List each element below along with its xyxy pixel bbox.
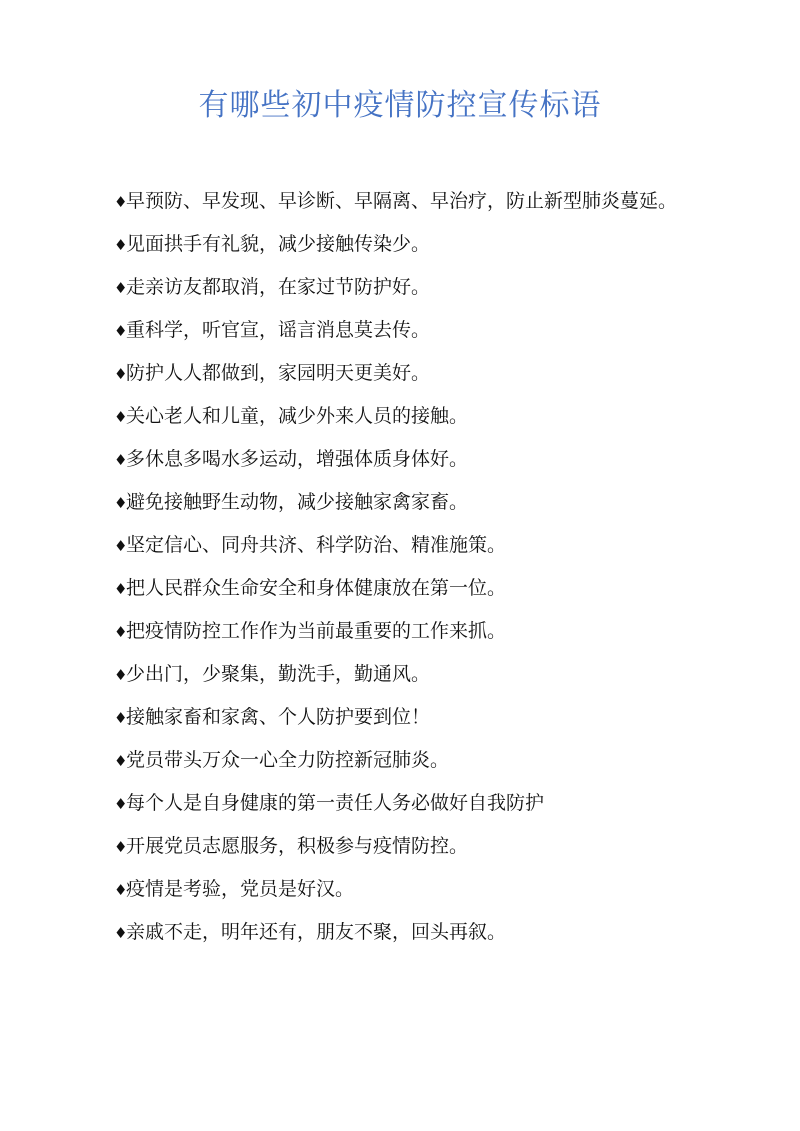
slogan-text: 避免接触野生动物，减少接触家禽家畜。 <box>126 491 469 513</box>
diamond-bullet-icon: ♦ <box>114 881 128 899</box>
list-item <box>114 567 704 610</box>
list-item <box>114 524 704 567</box>
list-item <box>114 653 704 696</box>
slogan-text: 接触家畜和家禽、个人防护要到位！ <box>126 706 431 728</box>
diamond-bullet-icon: ♦ <box>114 494 128 512</box>
list-item <box>114 438 704 481</box>
slogan-text: 疫情是考验，党员是好汉。 <box>126 878 355 900</box>
diamond-bullet-icon: ♦ <box>114 580 128 598</box>
diamond-bullet-icon: ♦ <box>114 623 128 641</box>
slogan-text: 亲戚不走，明年还有，朋友不聚，回头再叙。 <box>126 921 507 943</box>
list-item <box>114 309 704 352</box>
list-item <box>114 395 704 438</box>
diamond-bullet-icon: ♦ <box>114 752 128 770</box>
diamond-bullet-icon: ♦ <box>114 924 128 942</box>
slogan-text: 少出门，少聚集，勤洗手，勤通风。 <box>126 663 431 685</box>
slogan-text: 党员带头万众一心全力防控新冠肺炎。 <box>126 749 450 771</box>
list-item <box>114 696 704 739</box>
list-item <box>114 911 704 954</box>
diamond-bullet-icon: ♦ <box>114 279 128 297</box>
diamond-bullet-icon: ♦ <box>114 838 128 856</box>
list-item <box>114 868 704 911</box>
slogan-text: 多休息多喝水多运动，增强体质身体好。 <box>126 448 469 470</box>
slogan-text: 坚定信心、同舟共济、科学防治、精准施策。 <box>126 534 507 556</box>
list-item <box>114 481 704 524</box>
list-item <box>114 825 704 868</box>
list-item <box>114 352 704 395</box>
diamond-bullet-icon: ♦ <box>114 193 128 211</box>
slogan-text: 把人民群众生命安全和身体健康放在第一位。 <box>126 577 507 599</box>
diamond-bullet-icon: ♦ <box>114 795 128 813</box>
diamond-bullet-icon: ♦ <box>114 236 128 254</box>
slogan-text: 关心老人和儿童，减少外来人员的接触。 <box>126 405 469 427</box>
slogan-text: 开展党员志愿服务，积极参与疫情防控。 <box>126 835 469 857</box>
slogan-text: 走亲访友都取消，在家过节防护好。 <box>126 276 431 298</box>
list-item <box>114 180 704 223</box>
diamond-bullet-icon: ♦ <box>114 408 128 426</box>
slogan-list <box>114 180 704 954</box>
diamond-bullet-icon: ♦ <box>114 451 128 469</box>
slogan-text: 早预防、早发现、早诊断、早隔离、早治疗，防止新型肺炎蔓延。 <box>126 190 678 212</box>
slogan-text: 每个人是自身健康的第一责任人务必做好自我防护 <box>126 792 545 814</box>
slogan-text: 防护人人都做到，家园明天更美好。 <box>126 362 431 384</box>
page-title: 有哪些初中疫情防控宣传标语 <box>198 88 602 123</box>
list-item <box>114 266 704 309</box>
slogan-text: 把疫情防控工作作为当前最重要的工作来抓。 <box>126 620 507 642</box>
list-item <box>114 782 704 825</box>
list-item <box>114 739 704 782</box>
slogan-text: 重科学，听官宣，谣言消息莫去传。 <box>126 319 431 341</box>
list-item <box>114 610 704 653</box>
slogan-text: 见面拱手有礼貌，减少接触传染少。 <box>126 233 431 255</box>
diamond-bullet-icon: ♦ <box>114 537 128 555</box>
list-item <box>114 223 704 266</box>
diamond-bullet-icon: ♦ <box>114 666 128 684</box>
diamond-bullet-icon: ♦ <box>114 322 128 340</box>
diamond-bullet-icon: ♦ <box>114 365 128 383</box>
diamond-bullet-icon: ♦ <box>114 709 128 727</box>
